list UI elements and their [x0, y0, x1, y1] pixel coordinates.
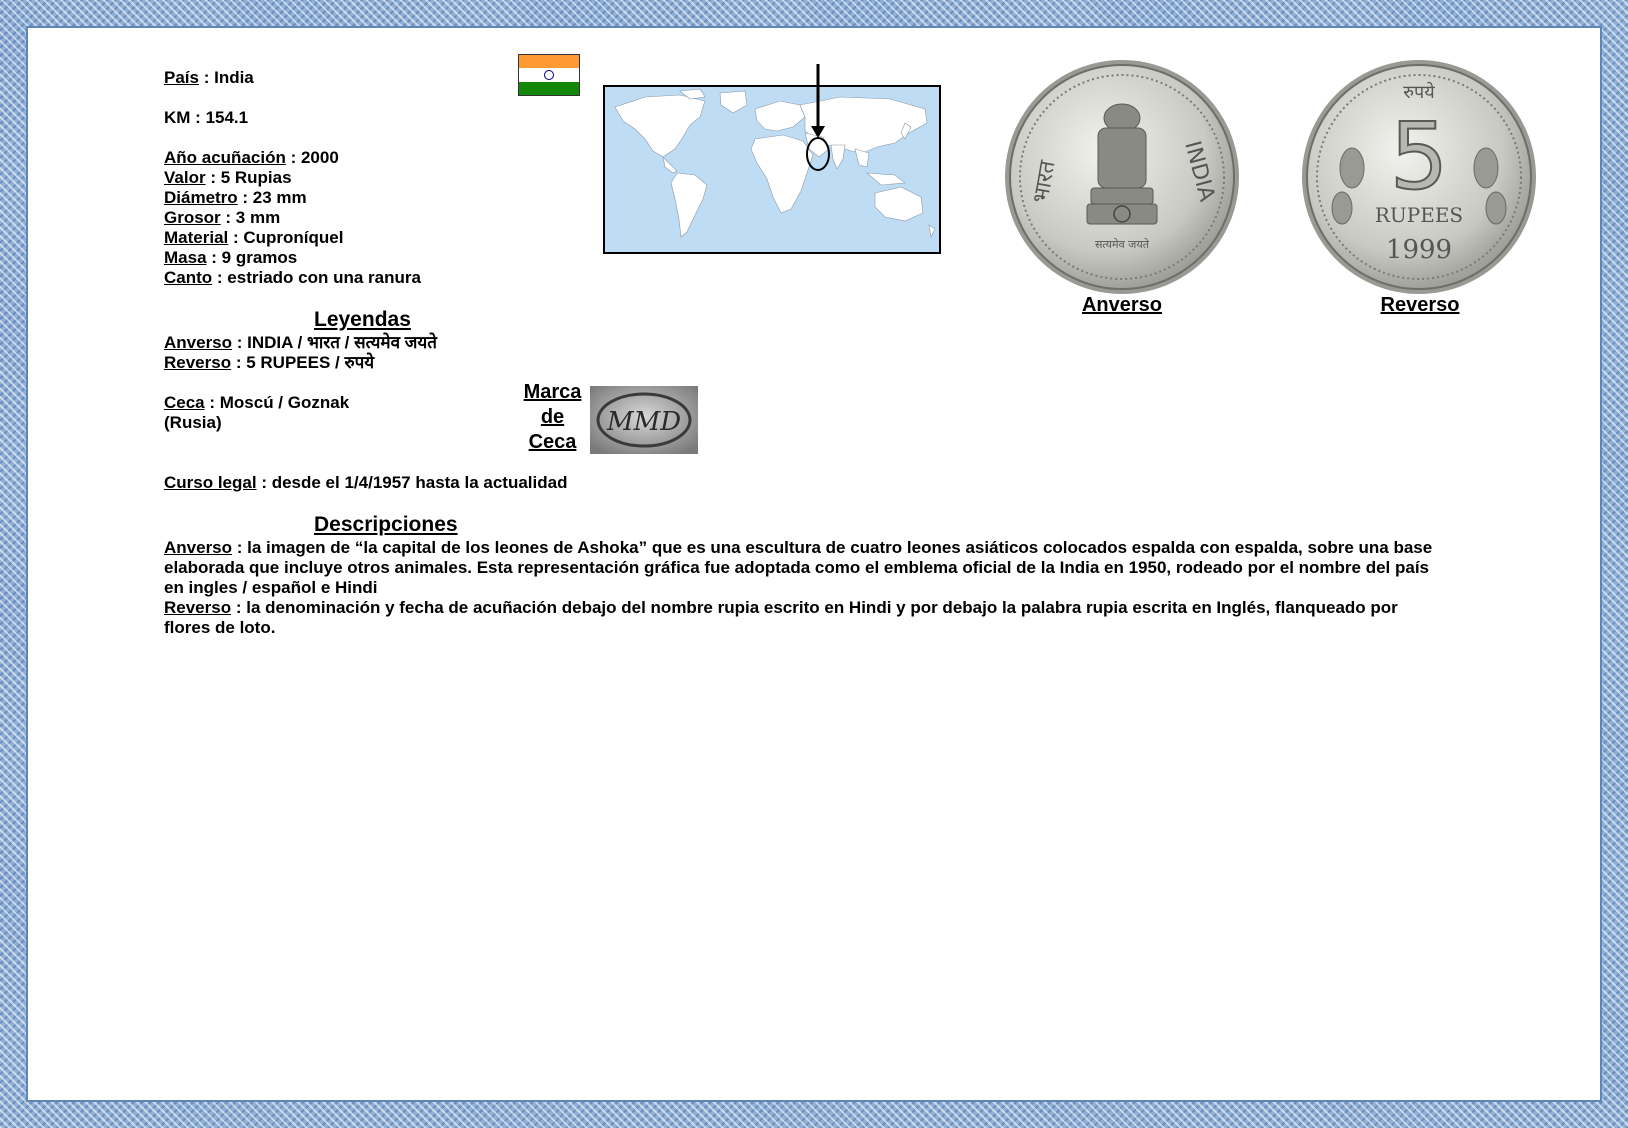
mint-mark-label-line2: de [540, 406, 565, 428]
spec-value: 9 gramos [221, 248, 298, 267]
spec-value: 2000 [300, 148, 339, 167]
reverse-year-text: 1999 [1385, 235, 1453, 265]
km-label: KM [164, 108, 191, 127]
spec-value: 3 mm [235, 208, 281, 227]
description-obverse-line3: en ingles / español e Hindi [164, 578, 378, 597]
spec-label: Grosor [164, 208, 221, 227]
mint-value: Moscú / Goznak [219, 393, 350, 412]
legend-obverse-row: Anverso : INDIA / भारत / सत्यमेव जयते [164, 333, 437, 352]
spec-row-material: Material : Cuproníquel [164, 228, 344, 247]
mint-country: (Rusia) [164, 413, 222, 432]
legend-reverse-label: Reverso [164, 353, 232, 372]
spec-value: 5 Rupias [220, 168, 292, 187]
spec-value: 23 mm [252, 188, 307, 207]
spec-row-mass: Masa : 9 gramos [164, 248, 298, 267]
legal-tender-value: desde el 1/4/1957 hasta la actualidad [271, 473, 568, 492]
india-flag-icon [518, 54, 580, 96]
coin-reverse-image [1300, 58, 1538, 296]
description-obverse-line2: elaborada que incluye otros animales. Esta representación gráfica fue adoptada como el emblema oficial de la India en 1950, rodeado por el nombre del país [164, 558, 1430, 577]
legal-tender-row: Curso legal : desde el 1/4/1957 hasta la actualidad [164, 473, 568, 492]
coin-obverse-image [1003, 58, 1241, 296]
descriptions-heading: Descripciones [314, 513, 458, 536]
mint-mark-image [590, 386, 698, 454]
spec-label: Diámetro [164, 188, 238, 207]
km-value: 154.1 [205, 108, 249, 127]
legend-obverse-label: Anverso [164, 333, 233, 352]
flag-saffron-band [519, 55, 579, 68]
country-value: India [214, 68, 254, 87]
legend-reverse-row: Reverso : 5 RUPEES / रुपये [164, 353, 375, 372]
legend-obverse-value: INDIA / भारत / सत्यमेव जयते [247, 333, 437, 352]
description-obverse-label: Anverso [164, 538, 233, 557]
reverse-hindi-text: रुपये [1403, 82, 1435, 103]
locator-arrow-head-icon [811, 126, 825, 138]
mint-mark-label [520, 380, 585, 455]
country-row: País : India [164, 68, 254, 87]
mint-mark-label-line3: Ceca [528, 431, 577, 453]
description-reverse-line1: : la denominación y fecha de acuñación debajo del nombre rupia escrito en Hindi y por debajo la palabra rupia escrita en Inglés, flanqueado por [235, 598, 1398, 617]
flag-white-band [519, 68, 579, 81]
spec-label: Material [164, 228, 229, 247]
mint-label: Ceca [164, 393, 205, 412]
spec-label: Valor [164, 168, 206, 187]
spec-row-edge: Canto : estriado con una ranura [164, 268, 421, 287]
obverse-ring-left-text: भारत [1028, 158, 1061, 206]
coin-reverse-caption: Reverso [1380, 294, 1460, 316]
coin-obverse-caption: Anverso [1081, 294, 1163, 316]
reverse-value-text: 5 [1389, 103, 1449, 210]
km-row: KM : 154.1 [164, 108, 249, 127]
description-reverse-label: Reverso [164, 598, 232, 617]
legal-tender-label: Curso legal [164, 473, 257, 492]
spec-row-value: Valor : 5 Rupias [164, 168, 292, 187]
spec-row-thickness: Grosor : 3 mm [164, 208, 281, 227]
spec-row-year: Año acuñación : 2000 [164, 148, 339, 167]
mint-row: Ceca : Moscú / Goznak [164, 393, 350, 412]
description-reverse-line2: flores de loto. [164, 618, 276, 637]
mint-mark-label-line1: Marca [523, 381, 582, 403]
legends-heading: Leyendas [314, 308, 411, 331]
description-obverse [164, 538, 1604, 598]
spec-label: Año acuñación [164, 148, 286, 167]
description-reverse [164, 598, 1604, 638]
spec-row-diameter: Diámetro : 23 mm [164, 188, 307, 207]
world-map [603, 85, 941, 254]
ashoka-chakra-icon [544, 70, 554, 80]
spec-label: Canto [164, 268, 213, 287]
spec-value: Cuproníquel [243, 228, 344, 247]
legend-reverse-value: 5 RUPEES / रुपये [246, 353, 375, 372]
flag-green-band [519, 82, 579, 95]
spec-value: estriado con una ranura [227, 268, 421, 287]
mint-mark-letters: MMD [606, 407, 682, 437]
obverse-ring-right-text: INDIA [1179, 138, 1220, 205]
obverse-motto-text: सत्यमेव जयते [1094, 238, 1150, 251]
reverse-unit-text: RUPEES [1374, 203, 1464, 227]
spec-label: Masa [164, 248, 207, 267]
description-obverse-line1: : la imagen de “la capital de los leones de Ashoka” que es una escultura de cuatro leones asiáticos colocados espalda con espalda, sobre una base [236, 538, 1433, 557]
country-label: País [164, 68, 199, 87]
locator-ellipse [807, 138, 829, 170]
location-pointer [800, 62, 840, 176]
